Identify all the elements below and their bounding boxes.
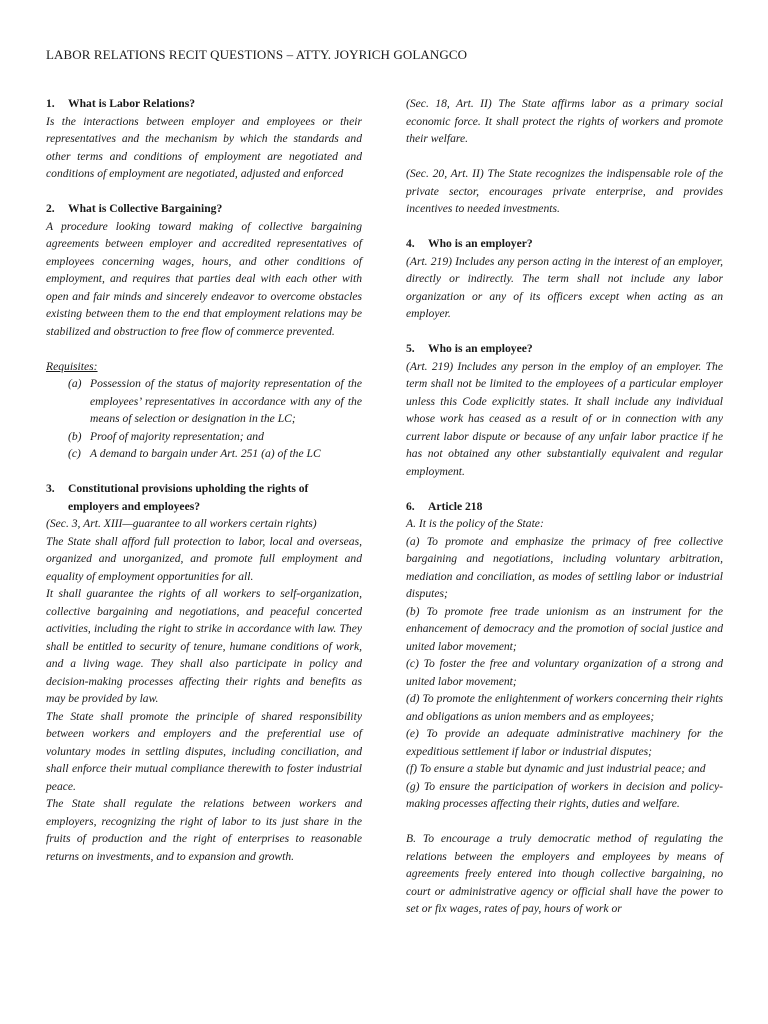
question-number: 4. [406,237,415,250]
question-3-heading [46,480,362,515]
right-column [406,95,723,918]
question-5-heading [406,340,723,358]
requisite-item [68,445,362,463]
paragraph: (Sec. 3, Art. XIII—guarantee to all workers certain rights) [46,517,317,530]
spacer [46,340,362,358]
question-number: 6. [406,499,415,513]
policy-intro: A. It is the policy of the State: [406,517,544,530]
policy-item: (b) To promote free trade unionism as an instrument for the enhancement of democracy and the promotion of social justice and united labor movement; [406,604,723,653]
question-6-heading [406,498,723,516]
requisite-item [68,375,362,428]
question-number: 2. [46,202,55,215]
sec-20-paragraph: (Sec. 20, Art. II) The State recognizes the indispensable role of the private sector, encourages private enterprise, and provides incentives to needed investments. [406,167,723,215]
answer-5: (Art. 219) Includes any person in the employ of an employer. The term shall not be limited to the employees of a particular employer unless this Code explicitly states. It shall include any individual whose work has ceased as a result of or in connection with any current labor dispute or because of any unfair labor practice if he has not obtained any other substantially equivalent and regular employment. [406,359,723,478]
requisite-key: (c) [68,447,81,460]
requisite-text: A demand to bargain under Art. 251 (a) of the LC [90,447,321,460]
question-number: 1. [46,97,55,110]
question-2-heading [46,200,362,218]
question-text: What is Labor Relations? [68,97,196,110]
paragraph: The State shall promote the principle of shared responsibility between workers and employers and the preferential use of voluntary modes in settling disputes, including conciliation, and shall enforce their mutual compliance therewith to foster industrial peace. [46,709,362,793]
paragraph: It shall guarantee the rights of all workers to self-organization, collective bargaining and negotiations, and peaceful concerted activities, including the right to strike in accordance with law. They shall be entitled to security of tenure, humane conditions of work, and a living wage. They shall also participate in policy and decision-making processes affecting their rights and benefits as may be provided by law. [46,587,362,705]
sec-18-paragraph: (Sec. 18, Art. II) The State affirms labor as a primary social economic force. It shall protect the rights of workers and promote their welfare. [406,97,723,145]
policy-item: (e) To provide an adequate administrative machinery for the expeditious settlement if labor or industrial disputes; [406,727,723,758]
question-text: Constitutional provisions upholding the rights of employers and employees? [68,482,309,513]
question-text: Article 218 [428,499,483,513]
document-title: LABOR RELATIONS RECIT QUESTIONS – ATTY. JOYRICH GOLANGCO [46,47,468,62]
question-text: Who is an employer? [428,237,533,250]
requisite-key: (b) [68,429,82,443]
paragraph: The State shall afford full protection to labor, local and overseas, organized and unorganized, and promote full employment and equality of employment opportunities for all. [46,534,362,583]
requisites-label: Requisites: [46,359,98,373]
answer-2: A procedure looking toward making of collective bargaining agreements between employer and accredited representatives of employees concerning wages, hours, and other conditions of employment, and requires that parties deal with each other with open and fair minds and sincerely endeavor to overcome obstacles existing between them to the end that employment relations may be stabilized and obstruction to free flow of commerce prevented. [46,219,362,338]
question-text: What is Collective Bargaining? [68,202,223,215]
policy-item: (a) To promote and emphasize the primacy of free collective bargaining and negotiations, including voluntary arbitration, mediation and conciliation, as modes of settling labor or industrial disputes; [406,534,723,600]
spacer [406,323,723,341]
spacer [406,480,723,498]
spacer [406,813,723,831]
requisite-text: Proof of majority representation; and [90,429,264,443]
policy-item: (f) To ensure a stable but dynamic and just industrial peace; and [406,762,706,775]
answer-4: (Art. 219) Includes any person acting in the interest of an employer, directly or indirectly. The term shall not include any labor organization or any of its officers except when acting as an employer. [406,254,723,320]
spacer [406,148,723,166]
answer-1: Is the interactions between employer and employees or their representatives and the mechanism by which the standards and other terms and conditions of employment are negotiated and conditions of employment are negotiated, adjusted and enforced [46,114,362,180]
policy-b-paragraph: B. To encourage a truly democratic method of regulating the relations between the employers and employees by means of agreements freely entered into though collective bargaining, no court or administrative agency or official shall have the power to set or fix wages, rates of pay, hours of work or [406,832,723,915]
policy-item: (c) To foster the free and voluntary organization of a strong and united labor movement; [406,657,723,688]
policy-item: (d) To promote the enlightenment of workers concerning their rights and obligations as union members and as employees; [406,692,723,723]
question-number: 3. [46,482,55,495]
paragraph: The State shall regulate the relations between workers and employers, recognizing the right of labor to its just share in the fruits of production and the right of enterprises to reasonable returns on investments, and to expansion and growth. [46,797,362,863]
question-number: 5. [406,342,415,355]
spacer [46,463,362,481]
requisite-text: Possession of the status of majority representation of the employees’ representatives in accordance with any of the means of selection or designation in the LC; [90,377,362,425]
question-1-heading [46,95,362,113]
question-text: Who is an employee? [428,342,533,355]
requisite-key: (a) [68,377,82,390]
spacer [406,218,723,236]
requisite-item [68,428,362,446]
left-column [46,95,362,865]
spacer [46,183,362,201]
policy-item: (g) To ensure the participation of workers in decision and policy-making processes affecting their rights, duties and welfare. [406,779,723,810]
question-4-heading [406,235,723,253]
